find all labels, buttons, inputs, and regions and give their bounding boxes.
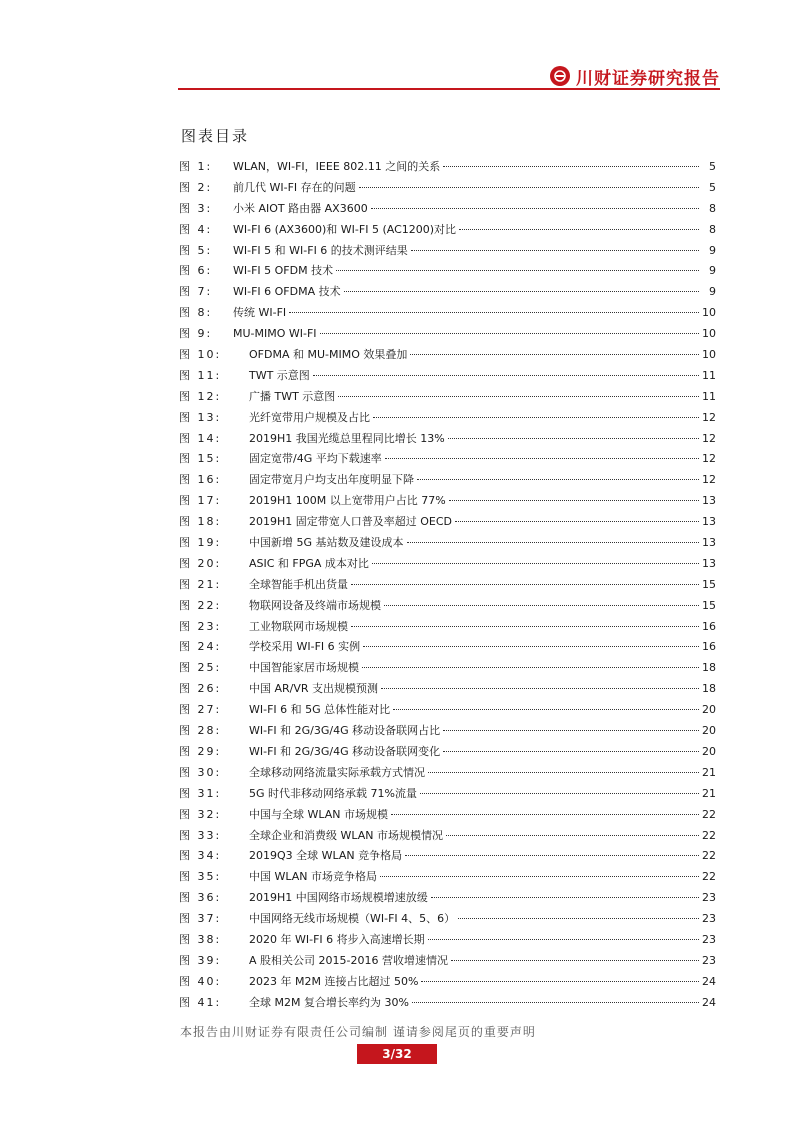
toc-entry[interactable] (179, 178, 716, 199)
toc-entry[interactable] (179, 449, 716, 470)
toc-entry[interactable] (179, 700, 716, 721)
toc-entry[interactable] (179, 784, 716, 805)
toc-entry-label: 图 9: (179, 327, 213, 341)
toc-entry-page[interactable]: 23 (702, 912, 716, 926)
toc-leader-dots (420, 793, 699, 794)
toc-leader-dots (410, 354, 699, 355)
toc-entry-title[interactable]: OFDMA 和 MU-MIMO 效果叠加 (249, 348, 408, 362)
toc-entry[interactable] (179, 637, 716, 658)
toc-entry-label: 图 18: (179, 515, 222, 529)
toc-entry-title[interactable]: WI-FI 5 OFDM 技术 (233, 264, 334, 278)
toc-entry-page[interactable]: 22 (702, 870, 716, 884)
toc-entry[interactable] (179, 805, 716, 826)
toc-entry-label: 图 6: (179, 264, 213, 278)
toc-entry-label: 图 19: (179, 536, 222, 550)
toc-entry-title[interactable]: 2019H1 固定带宽人口普及率超过 OECD (249, 515, 453, 529)
toc-leader-dots (449, 500, 699, 501)
toc-entry-title[interactable]: WI-FI 6 OFDMA 技术 (233, 285, 341, 299)
toc-entry-page[interactable]: 12 (702, 431, 716, 445)
toc-entry[interactable] (179, 554, 716, 575)
toc-entry-label: 图 17: (179, 494, 222, 508)
toc-leader-dots (448, 438, 699, 439)
toc-leader-dots (351, 626, 699, 627)
toc-entry-page[interactable]: 12 (702, 452, 716, 466)
toc-entry-title[interactable]: 全球智能手机出货量 (249, 577, 348, 591)
toc-entry-title[interactable]: A 股相关公司 2015-2016 营收增速情况 (249, 953, 448, 967)
toc-entry[interactable] (179, 199, 716, 220)
toc-entry-title[interactable]: 前几代 WI-FI 存在的问题 (233, 180, 356, 194)
footer-note: 本报告由川财证券有限责任公司编制 谨请参阅尾页的重要声明 (180, 1025, 536, 1039)
toc-leader-dots (405, 855, 699, 856)
toc-entry-label: 图 26: (179, 682, 222, 696)
toc-entry-page[interactable]: 22 (702, 849, 716, 863)
toc-entry-label: 图 32: (179, 807, 222, 821)
toc-entry-title[interactable]: 2023 年 M2M 连接占比超过 50% (249, 974, 419, 988)
toc-entry-label: 图 28: (179, 724, 222, 738)
toc-leader-dots (421, 981, 699, 982)
toc-entry-page[interactable]: 16 (702, 619, 716, 633)
toc-leader-dots (289, 312, 699, 313)
toc-entry[interactable] (179, 387, 716, 408)
toc-entry-page[interactable]: 23 (702, 891, 716, 905)
toc-entry-page[interactable]: 20 (702, 703, 716, 717)
toc-leader-dots (443, 730, 699, 731)
toc-entry[interactable] (179, 930, 716, 951)
toc-entry-title[interactable]: WLAN，WI-FI，IEEE 802.11 之间的关系 (233, 160, 441, 173)
toc-entry-label: 图 31: (179, 786, 222, 800)
toc-entry-label: 图 7: (179, 285, 213, 299)
toc-entry-label: 图 15: (179, 452, 222, 466)
toc-leader-dots (371, 208, 699, 209)
toc-leader-dots (381, 688, 699, 689)
toc-entry-label: 图 40: (179, 974, 222, 988)
toc-entry[interactable] (179, 867, 716, 888)
toc-entry[interactable] (179, 888, 716, 909)
toc-entry-page[interactable]: 5 (709, 160, 716, 173)
toc-entry-label: 图 11: (179, 368, 222, 382)
toc-entry-title[interactable]: ASIC 和 FPGA 成本对比 (249, 556, 369, 570)
toc-leader-dots (407, 542, 699, 543)
toc-entry-title[interactable]: MU-MIMO WI-FI (233, 327, 317, 341)
toc-list (179, 157, 716, 1014)
toc-entry[interactable] (179, 826, 716, 847)
toc-entry-label: 图 37: (179, 912, 222, 926)
toc-entry-title[interactable]: TWT 示意图 (249, 368, 310, 382)
toc-entry-page[interactable]: 5 (709, 180, 716, 194)
toc-entry[interactable] (179, 303, 716, 324)
toc-entry-page[interactable]: 11 (702, 389, 716, 403)
toc-entry-title[interactable]: 2020 年 WI-FI 6 将步入高速增长期 (249, 932, 425, 946)
toc-entry-title[interactable]: WI-FI 6 和 5G 总体性能对比 (249, 703, 391, 717)
toc-entry-label: 图 14: (179, 431, 222, 445)
toc-entry-label: 图 35: (179, 870, 222, 884)
toc-title: 图表目录 (181, 127, 250, 145)
toc-leader-dots (428, 939, 699, 940)
toc-leader-dots (363, 646, 699, 647)
toc-entry-label: 图 38: (179, 932, 222, 946)
toc-leader-dots (320, 333, 699, 334)
toc-entry-title[interactable]: 中国 WLAN 市场竞争格局 (249, 870, 378, 884)
toc-entry-page[interactable]: 23 (702, 932, 716, 946)
toc-entry-page[interactable]: 20 (702, 744, 716, 758)
toc-entry[interactable] (179, 241, 716, 262)
toc-entry-page[interactable]: 10 (702, 327, 716, 341)
toc-entry-page[interactable]: 10 (702, 306, 716, 320)
toc-entry-label: 图 13: (179, 410, 222, 424)
toc-entry-page[interactable]: 23 (702, 953, 716, 967)
toc-entry-label: 图 21: (179, 577, 222, 591)
toc-entry[interactable] (179, 345, 716, 366)
toc-entry[interactable] (179, 324, 716, 345)
toc-leader-dots (455, 521, 699, 522)
toc-leader-dots (443, 166, 699, 167)
toc-leader-dots (372, 563, 699, 564)
toc-entry-label: 图 22: (179, 598, 222, 612)
toc-entry-title[interactable]: 光纤宽带用户规模及占比 (249, 410, 370, 424)
toc-leader-dots (373, 417, 699, 418)
header-rule (178, 88, 720, 90)
toc-entry-label: 图 41: (179, 995, 222, 1009)
toc-entry-title[interactable]: 全球移动网络流量实际承载方式情况 (249, 765, 425, 779)
toc-entry[interactable] (179, 429, 716, 450)
toc-entry-title[interactable]: 2019H1 100M 以上宽带用户占比 77% (249, 494, 446, 508)
toc-leader-dots (428, 772, 699, 773)
toc-entry-label: 图 27: (179, 703, 222, 717)
toc-entry-title[interactable]: 工业物联网市场规模 (249, 619, 348, 633)
toc-entry-title[interactable]: 传统 WI-FI (233, 306, 287, 320)
toc-entry[interactable] (179, 909, 716, 930)
toc-entry-page[interactable]: 9 (709, 243, 716, 257)
toc-entry-page[interactable]: 21 (702, 786, 716, 800)
toc-entry[interactable] (179, 596, 716, 617)
toc-leader-dots (417, 479, 699, 480)
toc-entry-title[interactable]: 广播 TWT 示意图 (249, 389, 336, 403)
toc-entry-label: 图 23: (179, 619, 222, 633)
toc-entry-page[interactable]: 8 (709, 201, 716, 215)
toc-entry-title[interactable]: 中国新增 5G 基站数及建设成本 (249, 536, 404, 550)
toc-entry-title[interactable]: WI-FI 6 (AX3600)和 WI-FI 5 (AC1200)对比 (233, 222, 457, 236)
toc-entry-label: 图 34: (179, 849, 222, 863)
toc-entry-label: 图 33: (179, 828, 222, 842)
toc-entry-title[interactable]: 全球企业和消费级 WLAN 市场规模情况 (249, 828, 444, 842)
page-indicator: 3/32 (357, 1044, 437, 1064)
toc-leader-dots (391, 814, 699, 815)
toc-entry-title[interactable]: WI-FI 和 2G/3G/4G 移动设备联网占比 (249, 724, 441, 738)
toc-entry[interactable] (179, 282, 716, 303)
toc-leader-dots (313, 375, 699, 376)
toc-entry-title[interactable]: WI-FI 5 和 WI-FI 6 的技术测评结果 (233, 243, 408, 257)
toc-leader-dots (344, 291, 699, 292)
toc-entry-title[interactable]: 中国网络无线市场规模（WI-FI 4、5、6） (249, 912, 456, 926)
toc-entry[interactable] (179, 742, 716, 763)
toc-leader-dots (359, 187, 699, 188)
toc-entry-label: 图 3: (179, 201, 213, 215)
toc-entry-label: 图 10: (179, 348, 222, 362)
toc-entry-title[interactable]: 中国与全球 WLAN 市场规模 (249, 807, 389, 821)
toc-entry-label: 图 5: (179, 243, 213, 257)
toc-entry[interactable] (179, 470, 716, 491)
toc-entry[interactable] (179, 721, 716, 742)
toc-leader-dots (384, 605, 699, 606)
toc-entry-page[interactable]: 18 (702, 661, 716, 675)
toc-entry-title[interactable]: 物联网设备及终端市场规模 (249, 598, 381, 612)
header-brand (550, 64, 720, 88)
toc-leader-dots (362, 667, 699, 668)
toc-entry-page[interactable]: 12 (702, 473, 716, 487)
toc-entry-label: 图 1: (179, 160, 213, 173)
toc-entry[interactable] (179, 366, 716, 387)
toc-entry-page[interactable]: 13 (702, 536, 716, 550)
toc-entry[interactable] (179, 408, 716, 429)
toc-leader-dots (431, 897, 699, 898)
toc-leader-dots (380, 876, 699, 877)
toc-entry-title[interactable]: 中国 AR/VR 支出规模预测 (249, 682, 379, 696)
toc-entry-title[interactable]: 小米 AIOT 路由器 AX3600 (233, 201, 368, 215)
toc-entry[interactable] (179, 763, 716, 784)
toc-entry-page[interactable]: 15 (702, 577, 716, 591)
toc-entry[interactable] (179, 658, 716, 679)
toc-entry-page[interactable]: 20 (702, 724, 716, 738)
toc-entry[interactable] (179, 512, 716, 533)
toc-entry-page[interactable]: 22 (702, 807, 716, 821)
toc-entry-page[interactable]: 8 (709, 222, 716, 236)
toc-entry-page[interactable]: 13 (702, 556, 716, 570)
toc-leader-dots (351, 584, 699, 585)
toc-leader-dots (443, 751, 699, 752)
toc-entry-page[interactable]: 15 (702, 598, 716, 612)
toc-entry-label: 图 24: (179, 640, 222, 654)
toc-leader-dots (385, 458, 699, 459)
toc-entry[interactable] (179, 261, 716, 282)
toc-leader-dots (451, 960, 699, 961)
toc-entry-label: 图 20: (179, 556, 222, 570)
toc-leader-dots (446, 835, 699, 836)
toc-entry[interactable] (179, 220, 716, 241)
toc-leader-dots (412, 1002, 699, 1003)
toc-leader-dots (459, 229, 699, 230)
toc-entry-label: 图 29: (179, 744, 222, 758)
toc-entry-page[interactable]: 10 (702, 348, 716, 362)
toc-entry-page[interactable]: 24 (702, 995, 716, 1009)
toc-entry-page[interactable]: 13 (702, 494, 716, 508)
toc-entry[interactable] (179, 157, 716, 178)
toc-entry[interactable] (179, 972, 716, 993)
toc-leader-dots (393, 709, 699, 710)
toc-entry[interactable] (179, 846, 716, 867)
toc-entry[interactable] (179, 679, 716, 700)
toc-leader-dots (411, 250, 699, 251)
toc-entry-label: 图 4: (179, 222, 213, 236)
toc-entry[interactable] (179, 617, 716, 638)
toc-entry-label: 图 12: (179, 389, 222, 403)
toc-entry-title[interactable]: 5G 时代非移动网络承载 71%流量 (249, 786, 417, 800)
toc-leader-dots (458, 918, 699, 919)
toc-entry-title[interactable]: 中国智能家居市场规模 (249, 661, 359, 675)
toc-entry[interactable] (179, 491, 716, 512)
toc-entry-label: 图 8: (179, 306, 213, 320)
toc-entry-title[interactable]: 学校采用 WI-FI 6 实例 (249, 640, 361, 654)
toc-entry-title[interactable]: 全球 M2M 复合增长率约为 30% (249, 995, 409, 1009)
toc-entry-label: 图 16: (179, 473, 222, 487)
toc-entry-page[interactable]: 13 (702, 515, 716, 529)
toc-entry-title[interactable]: 固定带宽月户均支出年度明显下降 (249, 473, 414, 487)
toc-leader-dots (336, 270, 699, 271)
toc-entry-page[interactable]: 21 (702, 765, 716, 779)
toc-entry-label: 图 36: (179, 891, 222, 905)
toc-entry-page[interactable]: 12 (702, 410, 716, 424)
toc-entry-label: 图 25: (179, 661, 222, 675)
toc-entry-title[interactable]: WI-FI 和 2G/3G/4G 移动设备联网变化 (249, 744, 441, 758)
toc-entry-page[interactable]: 9 (709, 264, 716, 278)
toc-entry[interactable] (179, 533, 716, 554)
toc-entry-page[interactable]: 16 (702, 640, 716, 654)
toc-entry-label: 图 30: (179, 765, 222, 779)
toc-leader-dots (338, 396, 699, 397)
toc-entry-page[interactable]: 9 (709, 285, 716, 299)
toc-entry-label: 图 2: (179, 180, 213, 194)
toc-entry[interactable] (179, 575, 716, 596)
toc-entry-page[interactable]: 24 (702, 974, 716, 988)
toc-entry-page[interactable]: 11 (702, 368, 716, 382)
toc-entry-title[interactable]: 2019H1 中国网络市场规模增速放缓 (249, 891, 428, 905)
toc-entry[interactable] (179, 993, 716, 1014)
toc-entry-page[interactable]: 18 (702, 682, 716, 696)
toc-entry-title[interactable]: 固定宽带/4G 平均下载速率 (249, 452, 382, 466)
toc-entry-page[interactable]: 22 (702, 828, 716, 842)
toc-entry[interactable] (179, 951, 716, 972)
toc-entry-title[interactable]: 2019Q3 全球 WLAN 竞争格局 (249, 849, 403, 863)
toc-entry-label: 图 39: (179, 953, 222, 967)
toc-entry-title[interactable]: 2019H1 我国光缆总里程同比增长 13% (249, 431, 445, 445)
chuancai-logo-icon (550, 66, 570, 86)
brand-text: 川财证券研究报告 (576, 68, 720, 89)
